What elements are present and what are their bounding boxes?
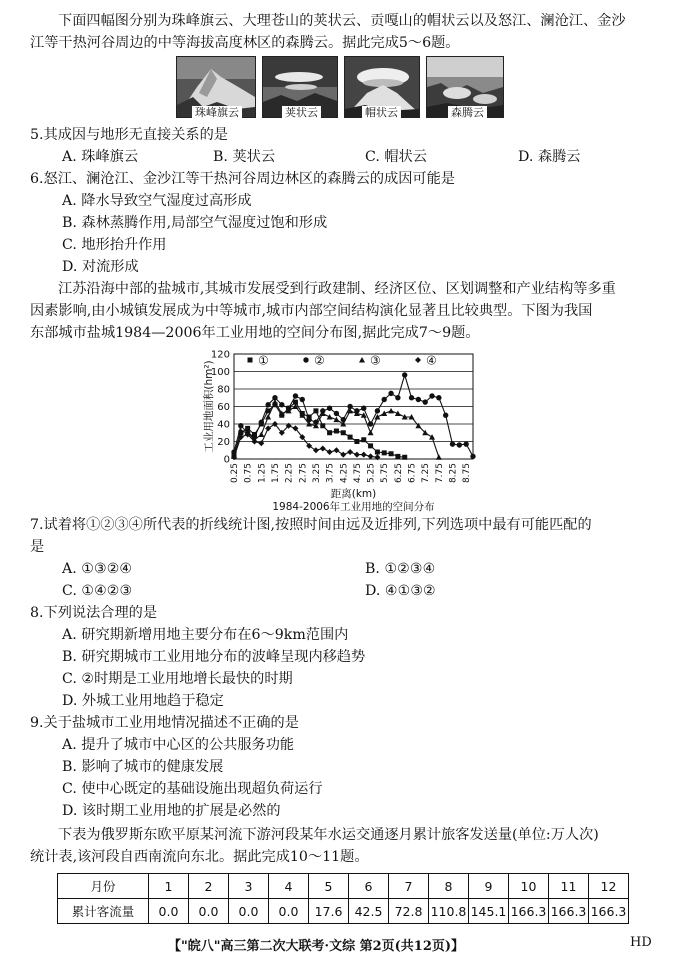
series-4-point — [313, 447, 319, 453]
table-cell: 6 — [349, 874, 389, 899]
series-1-point — [327, 430, 332, 435]
series-1-point — [382, 450, 387, 455]
series-2-point — [238, 423, 243, 428]
series-2-point — [395, 395, 400, 400]
x-tick-label: 1.25 — [257, 463, 268, 484]
photo-caption-2: 荚状云 — [282, 106, 321, 119]
series-2-point — [409, 395, 414, 400]
table-cell: 72.8 — [389, 899, 429, 924]
series-2-point — [382, 397, 387, 402]
x-tick-label: 2.75 — [298, 463, 309, 484]
table-cell: 166.3 — [509, 899, 549, 924]
series-3-point — [327, 414, 333, 420]
series-4-point — [368, 453, 374, 459]
q8-option-a: A. 研究期新增用地主要分布在6～9km范围内 — [62, 627, 349, 643]
series-2-point — [470, 454, 475, 459]
x-tick-label: 8.25 — [448, 463, 459, 484]
photo-caption-4: 森腾云 — [448, 106, 487, 119]
series-2-point — [423, 399, 428, 404]
q9-option-b: B. 影响了城市的健康发展 — [62, 759, 224, 775]
table-cell: 110.8 — [429, 899, 469, 924]
series-2-point — [368, 421, 373, 426]
y-axis-label: 工业用地面积(hm²) — [203, 360, 215, 453]
series-3-point — [258, 432, 264, 438]
series-1-point — [402, 455, 407, 460]
q6-option-b: B. 森林蒸腾作用,局部空气湿度过饱和形成 — [62, 215, 328, 231]
q7-option-b: B. ①②③④ — [365, 561, 436, 577]
page-footer: 【"皖八"高三第二次大联考·文综 第2页(共12页)】 — [168, 939, 465, 954]
series-3-point — [388, 408, 394, 414]
series-2-point — [334, 411, 339, 416]
x-tick-label: 1.75 — [270, 463, 281, 484]
series-1-point — [375, 450, 380, 455]
table-cell: 2 — [189, 874, 229, 899]
series-1-point — [334, 429, 339, 434]
y-tick-label: 0 — [223, 454, 230, 466]
q5-option-a: A. 珠峰旗云 — [62, 149, 139, 165]
passage3-line-2: 统计表,该河段自西南流向东北。据此完成10～11题。 — [30, 849, 369, 865]
y-tick-label: 20 — [217, 437, 230, 448]
q5-stem: 5.其成因与地形无直接关系的是 — [30, 127, 228, 143]
series-1-point — [320, 423, 325, 428]
table-header-flow: 累计客流量 — [58, 899, 149, 924]
q6-option-d: D. 对流形成 — [62, 259, 139, 275]
table-cell: 0.0 — [149, 899, 189, 924]
x-tick-label: 4.75 — [352, 463, 363, 484]
series-1-point — [341, 430, 346, 435]
series-4-point — [347, 449, 353, 455]
q8-option-d: D. 外城工业用地趋于稳定 — [62, 693, 224, 709]
table-cell: 12 — [589, 874, 629, 899]
series-2-point — [388, 391, 393, 396]
y-tick-label: 120 — [210, 349, 230, 361]
q8-option-b: B. 研究期城市工业用地分布的波峰呈现内移趋势 — [62, 649, 366, 665]
series-4-point — [320, 446, 326, 452]
q9-option-c: C. 使中心既定的基础设施出现超负荷运行 — [62, 781, 323, 797]
table-cell: 17.6 — [309, 899, 349, 924]
q7-stem-line-1: 7.试着将①②③④所代表的折线统计图,按照时间由远及近排列,下列选项中最有可能匹配的 — [30, 517, 592, 533]
legend-marker — [359, 357, 365, 363]
q7-option-d: D. ④①③② — [365, 583, 436, 599]
legend-marker — [415, 357, 421, 363]
q8-stem: 8.下列说法合理的是 — [30, 605, 158, 621]
series-2-point — [300, 397, 305, 402]
series-1-point — [354, 439, 359, 444]
passage2-line-3: 东部城市盐城1984—2006年工业用地的空间分布图,据此完成7～9题。 — [30, 325, 480, 341]
table-cell: 10 — [509, 874, 549, 899]
x-tick-label: 2.25 — [284, 463, 295, 484]
table-cell: 42.5 — [349, 899, 389, 924]
table-cell: 11 — [549, 874, 589, 899]
photo-caption-3: 帽状云 — [362, 106, 401, 119]
table-cell: 166.3 — [549, 899, 589, 924]
table-cell: 8 — [429, 874, 469, 899]
photo-caption-1: 珠峰旗云 — [192, 106, 242, 119]
q9-option-a: A. 提升了城市中心区的公共服务功能 — [62, 737, 295, 753]
series-2-point — [375, 408, 380, 413]
q9-stem: 9.关于盐城市工业用地情况描述不正确的是 — [30, 715, 299, 731]
series-4-point — [340, 452, 346, 458]
series-4-point — [265, 425, 271, 431]
x-tick-label: 7.75 — [434, 463, 445, 484]
series-2-point — [463, 441, 468, 446]
series-2-point — [436, 395, 441, 400]
series-2-point — [327, 406, 332, 411]
series-2-point — [457, 442, 462, 447]
series-1-point — [389, 451, 394, 456]
passenger-table — [57, 873, 629, 924]
series-1-point — [361, 437, 366, 442]
x-tick-label: 6.75 — [407, 463, 418, 484]
series-2-point — [265, 402, 270, 407]
series-3-point — [436, 454, 442, 460]
table-row — [58, 899, 629, 924]
series-4-point — [333, 447, 339, 453]
table-cell: 7 — [389, 874, 429, 899]
y-tick-label: 100 — [210, 367, 230, 378]
series-2-point — [279, 402, 284, 407]
series-1-point — [395, 454, 400, 459]
table-cell: 145.1 — [469, 899, 509, 924]
y-tick-label: 80 — [217, 384, 230, 396]
table-cell: 4 — [269, 874, 309, 899]
series-2-point — [361, 406, 366, 411]
legend-marker — [303, 357, 308, 362]
passage2-line-2: 因素影响,由小城镇发展成为中等城市,城市内部空间结构演化显著且比较典型。下图为我国 — [30, 303, 593, 319]
series-2-point — [450, 441, 455, 446]
q5-option-b: B. 荚状云 — [213, 149, 276, 165]
table-cell: 5 — [309, 874, 349, 899]
industrial-land-chart — [198, 344, 480, 512]
series-3-point — [368, 430, 374, 436]
table-cell: 3 — [229, 874, 269, 899]
x-tick-label: 6.25 — [393, 463, 404, 484]
series-2-point — [443, 413, 448, 418]
x-tick-label: 4.25 — [339, 463, 350, 484]
y-tick-label: 40 — [217, 419, 230, 431]
q6-option-c: C. 地形抬升作用 — [62, 237, 167, 253]
footer-code: HD — [630, 935, 652, 950]
q9-option-d: D. 该时期工业用地的扩展是必然的 — [62, 803, 281, 819]
table-row — [58, 874, 629, 899]
series-2-point — [416, 397, 421, 402]
legend-label: ② — [314, 353, 325, 368]
series-1-point — [313, 408, 318, 413]
series-1-point — [368, 443, 373, 448]
q5-option-d: D. 森腾云 — [518, 149, 581, 165]
x-tick-label: 7.25 — [421, 463, 432, 484]
series-2-point — [293, 393, 298, 398]
chart-title: 1984-2006年工业用地的空间分布 — [272, 501, 435, 512]
series-4-point — [327, 449, 333, 455]
table-cell: 166.3 — [589, 899, 629, 924]
series-4-point — [354, 452, 360, 458]
series-1-point — [348, 435, 353, 440]
q5-option-c: C. 帽状云 — [365, 149, 427, 165]
q6-stem: 6.怒江、澜沧江、金沙江等干热河谷周边林区的森腾云的成因可能是 — [30, 171, 455, 187]
q7-stem-line-2: 是 — [30, 539, 45, 555]
table-cell: 9 — [469, 874, 509, 899]
passage3-line-1: 下表为俄罗斯东欧平原某河流下游河段某年水运交通逐月累计旅客发送量(单位:万人次) — [58, 827, 599, 843]
x-tick-label: 8.75 — [462, 463, 473, 484]
q6-option-a: A. 降水导致空气湿度过高形成 — [62, 193, 252, 209]
q8-option-c: C. ②时期是工业用地增长最快的时期 — [62, 671, 293, 687]
intro-line-1: 下面四幅图分别为珠峰旗云、大理苍山的荚状云、贡嘎山的帽状云以及怒江、澜沧江、金沙 — [58, 13, 626, 29]
table-header-month: 月份 — [58, 874, 149, 899]
x-tick-label: 3.75 — [325, 463, 336, 484]
series-4-point — [361, 452, 367, 458]
legend-marker — [248, 358, 253, 363]
table-cell: 0.0 — [189, 899, 229, 924]
intro-line-2: 江等干热河谷周边的中等海拔高度林区的森腾云。据此完成5～6题。 — [30, 35, 460, 51]
series-line-2 — [234, 375, 473, 456]
x-tick-label: 3.25 — [311, 463, 322, 484]
x-tick-label: 0.25 — [230, 463, 240, 484]
table-cell: 0.0 — [269, 899, 309, 924]
passage2-line-1: 江苏沿海中部的盐城市,其城市发展受到行政建制、经济区位、区划调整和产业结构等多重 — [58, 281, 616, 297]
legend-label: ③ — [370, 353, 381, 368]
series-3-point — [429, 434, 435, 440]
table-cell: 1 — [149, 874, 189, 899]
x-tick-label: 0.75 — [243, 463, 254, 484]
series-2-point — [259, 420, 264, 425]
legend-label: ① — [258, 353, 269, 368]
q7-option-a: A. ①③②④ — [62, 561, 133, 577]
x-tick-label: 5.75 — [380, 463, 391, 484]
table-cell: 0.0 — [229, 899, 269, 924]
q7-option-c: C. ①④②③ — [62, 583, 133, 599]
x-axis-label: 距离(km) — [330, 488, 377, 500]
series-2-point — [429, 393, 434, 398]
series-2-point — [402, 372, 407, 377]
legend-label: ④ — [426, 353, 437, 368]
y-tick-label: 60 — [217, 402, 230, 413]
x-tick-label: 5.25 — [366, 463, 377, 484]
